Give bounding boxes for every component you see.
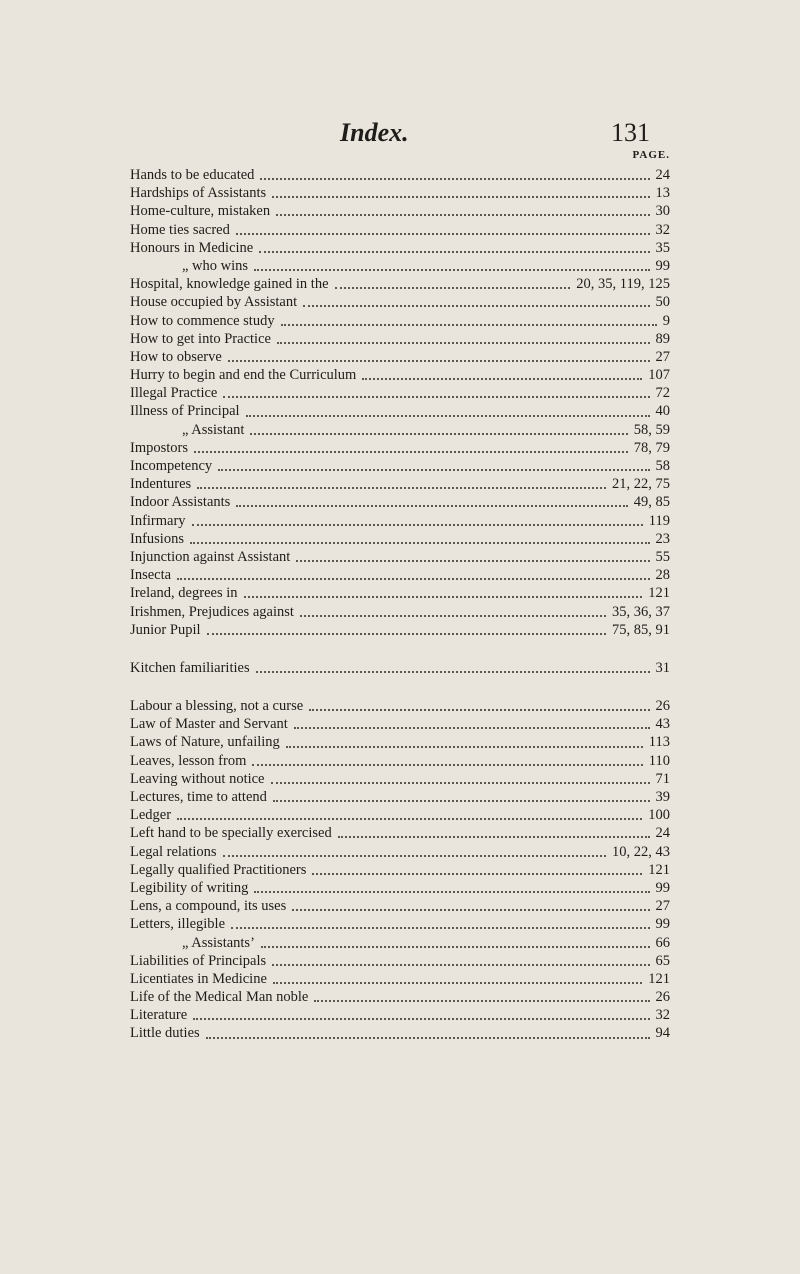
index-term: Legibility of writing — [130, 879, 249, 896]
index-page-refs: 26 — [655, 989, 670, 1006]
index-page-refs: 20, 35, 119, 125 — [576, 276, 670, 293]
index-term: How to get into Practice — [130, 330, 271, 347]
dot-leader — [272, 196, 649, 198]
dot-leader — [335, 287, 571, 289]
index-page-refs: 32 — [655, 1007, 670, 1024]
dot-leader — [309, 709, 649, 711]
index-entry — [130, 843, 670, 861]
dot-leader — [218, 469, 649, 471]
index-entry — [130, 384, 670, 402]
index-page-refs: 39 — [655, 789, 670, 805]
index-page-refs: 58, 59 — [633, 421, 670, 438]
dot-leader — [223, 396, 649, 398]
dot-leader — [197, 487, 606, 489]
index-term: Incompetency — [130, 458, 213, 474]
index-entry — [130, 421, 670, 439]
index-entry — [130, 439, 670, 457]
dot-leader — [259, 251, 649, 253]
dot-leader — [338, 836, 650, 838]
index-term: Junior Pupil — [130, 621, 201, 638]
dot-leader — [260, 178, 649, 180]
index-page-refs: 107 — [648, 367, 670, 384]
index-term: Lectures, time to attend — [130, 789, 267, 805]
dot-leader — [244, 596, 643, 598]
index-term: Laws of Nature, unfailing — [130, 734, 280, 751]
dot-leader — [271, 782, 650, 784]
index-term: Hospital, knowledge gained in the — [130, 276, 329, 293]
dot-leader — [256, 671, 650, 673]
dot-leader — [300, 615, 606, 617]
dot-leader — [192, 524, 643, 526]
index-entry — [130, 788, 670, 806]
index-term: Legal relations — [130, 843, 217, 860]
index-entry — [130, 879, 670, 897]
index-page-refs: 26 — [655, 698, 670, 715]
index-section — [130, 697, 670, 1043]
index-term: Infirmary — [130, 512, 186, 529]
dot-leader — [314, 1000, 649, 1002]
index-entry — [130, 621, 670, 639]
index-term: „ who wins — [182, 257, 249, 274]
index-page-refs: 71 — [655, 770, 670, 787]
dot-leader — [194, 451, 628, 453]
index-term: Impostors — [130, 439, 188, 456]
index-page-refs: 55 — [655, 548, 670, 565]
index-term: Hands to be educated — [130, 167, 255, 183]
index-term: Little duties — [130, 1025, 200, 1042]
index-page-refs: 99 — [655, 916, 670, 933]
dot-leader — [252, 764, 642, 766]
index-page-refs: 27 — [655, 898, 670, 915]
index-page-refs: 110 — [648, 752, 670, 769]
index-entry — [130, 861, 670, 879]
dot-leader — [236, 505, 627, 507]
index-entry — [130, 166, 670, 184]
dot-leader — [276, 214, 649, 216]
dot-leader — [277, 342, 650, 344]
index-term: Life of the Medical Man noble — [130, 989, 309, 1006]
index-entry — [130, 970, 670, 988]
index-page-refs: 99 — [655, 257, 670, 274]
index-term: Hardships of Assistants — [130, 185, 267, 202]
dot-leader — [254, 269, 649, 271]
dot-leader — [246, 415, 650, 417]
index-page-refs: 58 — [655, 458, 670, 474]
dot-leader — [261, 946, 650, 948]
page-number: 131 — [611, 118, 650, 147]
index-entry — [130, 312, 670, 330]
index-page-refs: 121 — [648, 585, 670, 602]
dot-leader — [292, 909, 649, 911]
index-term: Ledger — [130, 807, 172, 824]
index-page-refs: 32 — [655, 221, 670, 238]
index-page-refs: 43 — [655, 716, 670, 733]
index-entry — [130, 584, 670, 602]
dot-leader — [281, 324, 657, 326]
dot-leader — [193, 1018, 649, 1020]
index-page-refs: 89 — [655, 330, 670, 347]
index-page-refs: 100 — [648, 807, 670, 824]
dot-leader — [273, 800, 650, 802]
index-term: Honours in Medicine — [130, 239, 254, 256]
index-entries — [130, 166, 670, 1043]
index-entry — [130, 659, 670, 677]
dot-leader — [177, 578, 649, 580]
index-page-refs: 66 — [655, 934, 670, 951]
page-title: Index. — [340, 118, 409, 147]
index-page-refs: 121 — [648, 970, 670, 987]
dot-leader — [254, 891, 649, 893]
index-term: Law of Master and Servant — [130, 716, 288, 733]
index-entry — [130, 934, 670, 952]
dot-leader — [312, 873, 642, 875]
index-entry — [130, 366, 670, 384]
index-entry — [130, 915, 670, 933]
dot-leader — [294, 727, 650, 729]
index-page-refs: 50 — [655, 294, 670, 311]
index-entry — [130, 330, 670, 348]
dot-leader — [207, 633, 607, 635]
index-page-refs: 99 — [655, 879, 670, 896]
dot-leader — [177, 818, 642, 820]
index-page-refs: 24 — [655, 167, 670, 183]
index-page-refs: 72 — [655, 385, 670, 402]
index-page-refs: 21, 22, 75 — [612, 476, 670, 493]
index-entry — [130, 493, 670, 511]
index-entry — [130, 806, 670, 824]
index-term: Illegal Practice — [130, 385, 218, 402]
index-term: House occupied by Assistant — [130, 294, 298, 311]
index-section — [130, 659, 670, 677]
index-page-refs: 75, 85, 91 — [612, 621, 670, 638]
index-term: Liabilities of Principals — [130, 952, 267, 969]
index-term: Kitchen familiarities — [130, 659, 250, 676]
index-entry — [130, 988, 670, 1006]
index-page-refs: 35, 36, 37 — [612, 603, 670, 620]
index-entry — [130, 402, 670, 420]
index-page-refs: 78, 79 — [633, 439, 670, 456]
index-entry — [130, 475, 670, 493]
index-entry — [130, 897, 670, 915]
index-term: Insecta — [130, 567, 172, 584]
index-term: Legally qualified Practitioners — [130, 861, 307, 878]
dot-leader — [236, 233, 650, 235]
index-entry — [130, 257, 670, 275]
page-header — [300, 118, 670, 148]
index-entry — [130, 512, 670, 530]
index-section — [130, 166, 670, 639]
index-term: Home-culture, mistaken — [130, 203, 271, 220]
index-term: Left hand to be specially exercised — [130, 825, 332, 842]
index-entry — [130, 824, 670, 842]
dot-leader — [228, 360, 650, 362]
index-entry — [130, 603, 670, 621]
dot-leader — [231, 927, 649, 929]
index-page-refs: 13 — [655, 185, 670, 202]
index-term: Irishmen, Prejudices against — [130, 603, 294, 620]
index-term: How to observe — [130, 348, 222, 365]
index-entry — [130, 733, 670, 751]
index-entry — [130, 239, 670, 257]
dot-leader — [286, 746, 643, 748]
index-page-refs: 27 — [655, 348, 670, 365]
dot-leader — [223, 855, 606, 857]
dot-leader — [272, 964, 649, 966]
index-term: Injunction against Assistant — [130, 548, 291, 565]
index-entry — [130, 752, 670, 770]
index-page-refs: 10, 22, 43 — [612, 843, 670, 860]
index-term: Indentures — [130, 476, 192, 493]
index-page-refs: 119 — [648, 512, 670, 529]
index-page-refs: 28 — [655, 567, 670, 584]
index-page-refs: 35 — [655, 239, 670, 256]
index-entry — [130, 697, 670, 715]
index-term: „ Assistant — [182, 421, 245, 438]
index-term: Hurry to begin and end the Curriculum — [130, 367, 357, 384]
index-term: Leaves, lesson from — [130, 752, 247, 769]
index-term: Letters, illegible — [130, 916, 226, 933]
index-page-refs: 40 — [655, 403, 670, 420]
dot-leader — [362, 378, 642, 380]
index-term: Indoor Assistants — [130, 494, 231, 511]
index-page-refs: 24 — [655, 825, 670, 842]
index-entry — [130, 293, 670, 311]
index-term: Infusions — [130, 530, 184, 547]
index-page-refs: 65 — [655, 952, 670, 969]
index-term: „ Assistants’ — [182, 934, 255, 951]
index-page-refs: 30 — [655, 203, 670, 220]
index-page-refs: 9 — [662, 312, 670, 329]
index-entry — [130, 952, 670, 970]
index-entry — [130, 1024, 670, 1042]
index-entry — [130, 275, 670, 293]
index-page-refs: 113 — [648, 734, 670, 751]
index-entry — [130, 566, 670, 584]
index-entry — [130, 1006, 670, 1024]
index-entry — [130, 715, 670, 733]
index-term: Labour a blessing, not a curse — [130, 698, 304, 715]
index-page-refs: 94 — [655, 1025, 670, 1042]
index-entry — [130, 348, 670, 366]
dot-leader — [273, 982, 642, 984]
dot-leader — [190, 542, 650, 544]
dot-leader — [206, 1037, 650, 1039]
index-entry — [130, 221, 670, 239]
index-entry — [130, 184, 670, 202]
index-entry — [130, 530, 670, 548]
index-page-refs: 49, 85 — [633, 494, 670, 511]
index-term: Licentiates in Medicine — [130, 970, 267, 987]
index-term: Lens, a compound, its uses — [130, 898, 287, 915]
index-entry — [130, 202, 670, 220]
index-term: Ireland, degrees in — [130, 585, 238, 602]
index-term: Illness of Principal — [130, 403, 240, 420]
index-term: How to commence study — [130, 312, 275, 329]
dot-leader — [303, 305, 649, 307]
index-term: Home ties sacred — [130, 221, 230, 238]
index-term: Literature — [130, 1007, 188, 1024]
dot-leader — [296, 560, 649, 562]
index-entry — [130, 770, 670, 788]
index-entry — [130, 457, 670, 475]
index-entry — [130, 548, 670, 566]
index-page-refs: 121 — [648, 861, 670, 878]
page-column-label: PAGE. — [632, 149, 670, 161]
index-page-refs: 31 — [655, 659, 670, 676]
index-term: Leaving without notice — [130, 770, 265, 787]
index-page-refs: 23 — [655, 530, 670, 547]
dot-leader — [250, 433, 627, 435]
